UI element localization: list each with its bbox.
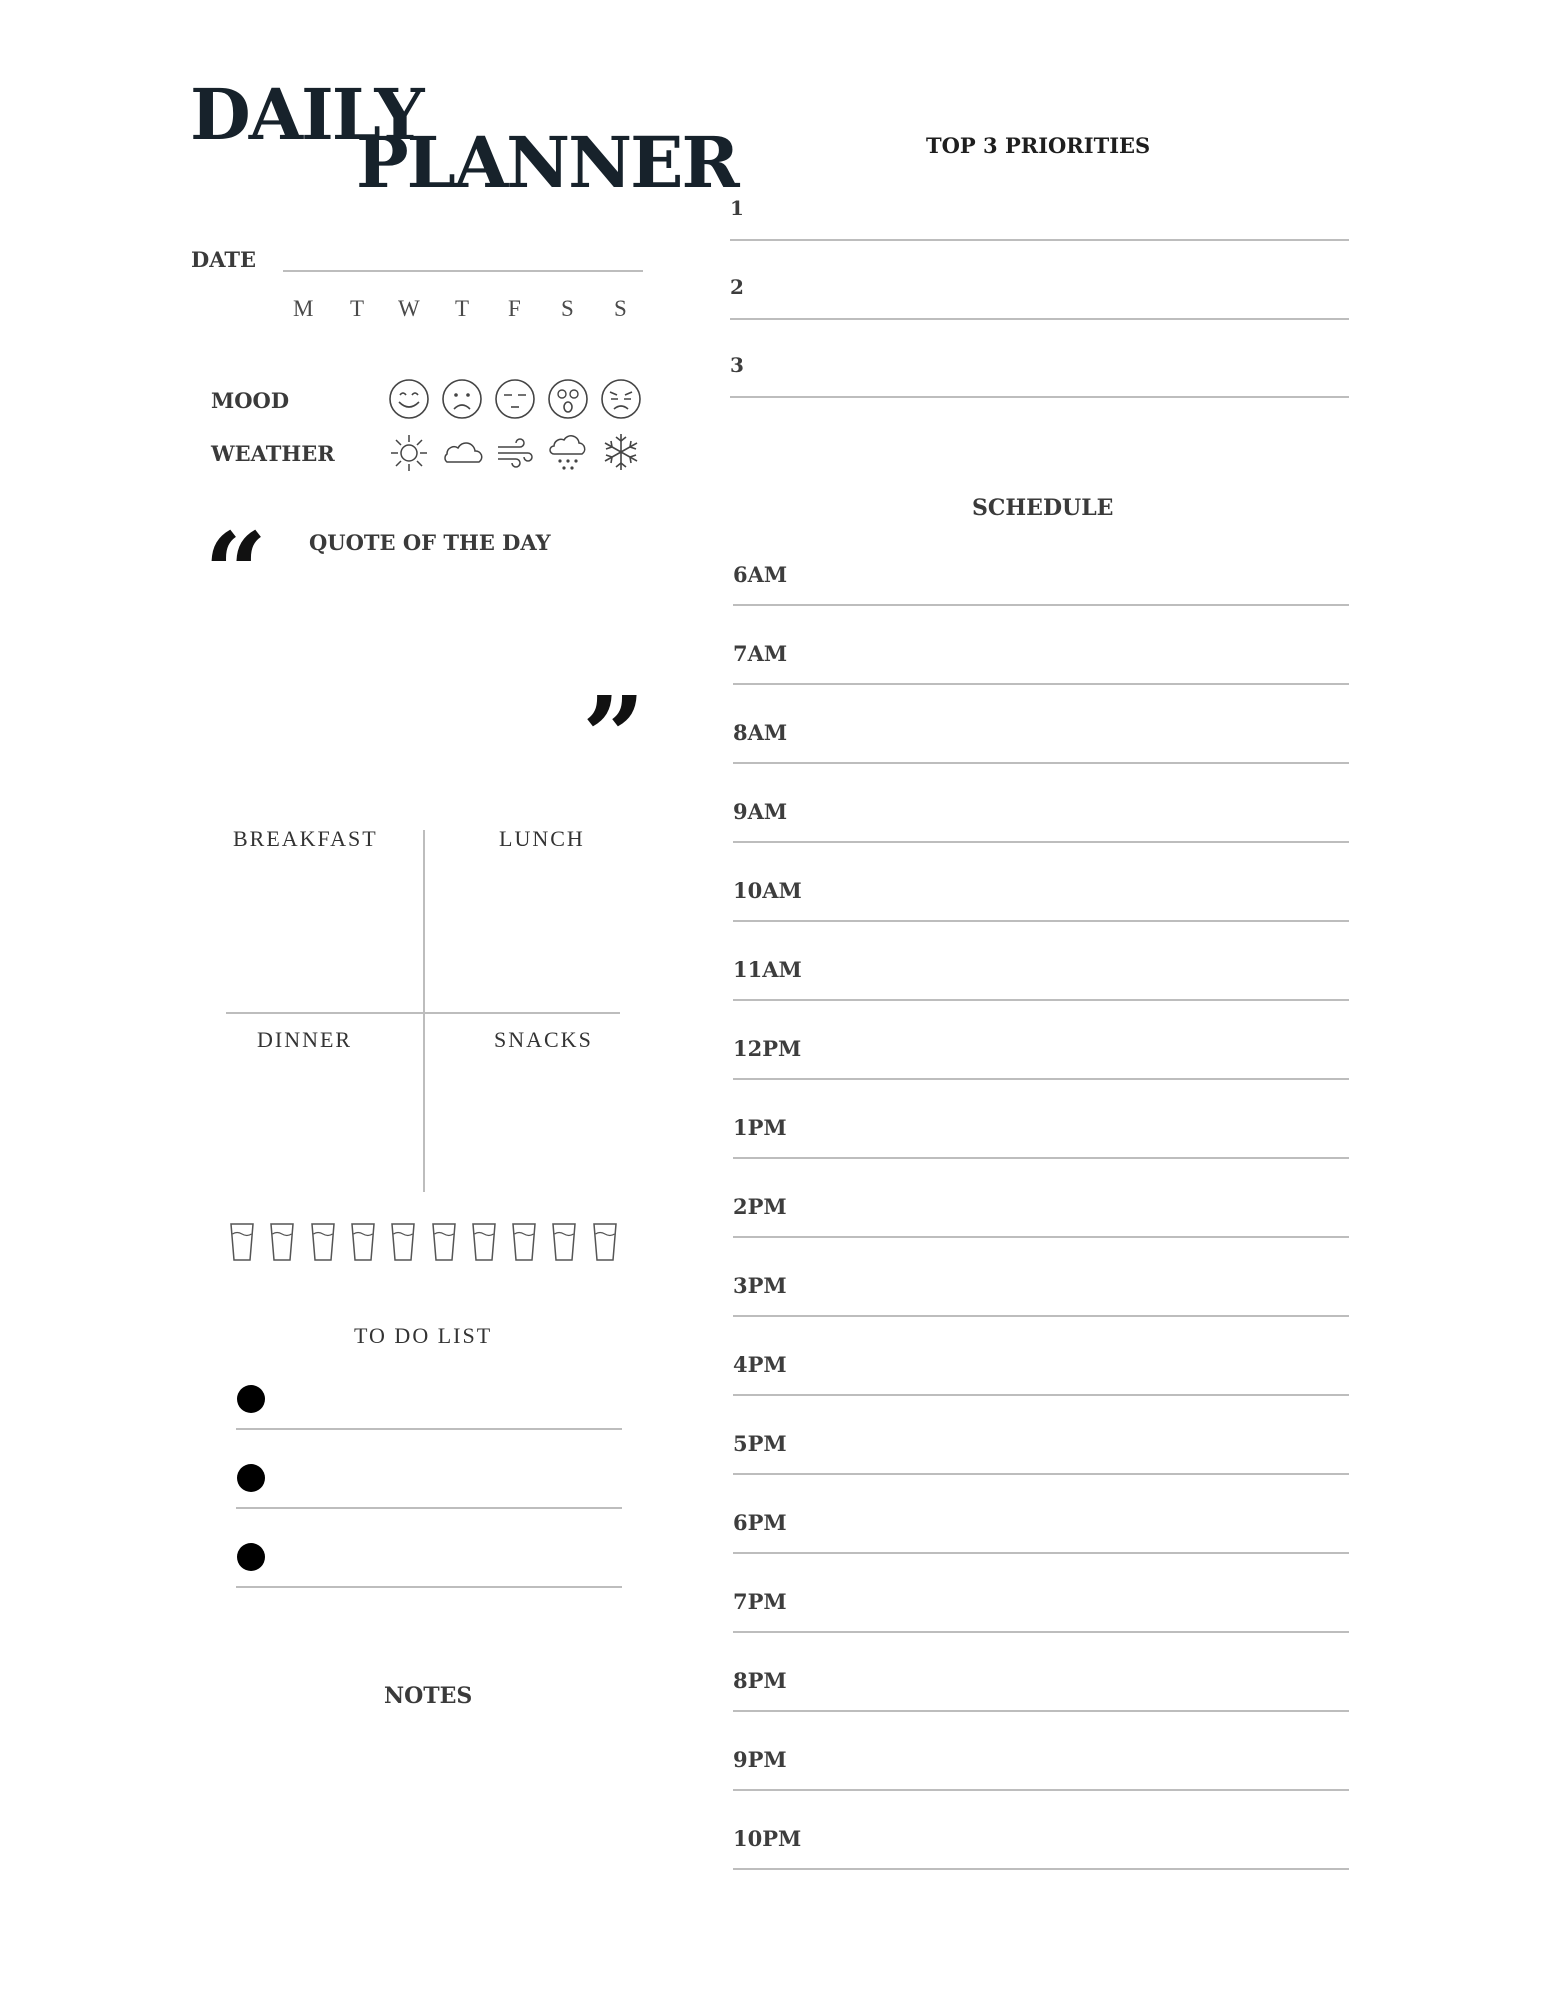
todo-bullet[interactable] — [237, 1385, 265, 1413]
schedule-line[interactable] — [733, 1394, 1349, 1396]
schedule-line[interactable] — [733, 1631, 1349, 1633]
sun-icon[interactable] — [388, 432, 430, 474]
schedule-time-label: 1PM — [733, 1115, 787, 1140]
priority-number: 1 — [730, 196, 744, 220]
weather-label: WEATHER — [211, 441, 335, 466]
cloud-icon[interactable] — [441, 432, 485, 474]
mood-label: MOOD — [211, 388, 290, 413]
schedule-time-label: 8AM — [733, 720, 788, 745]
water-glass-icon[interactable] — [511, 1222, 537, 1262]
priority-line[interactable] — [730, 396, 1349, 398]
schedule-time-label: 10AM — [733, 878, 802, 903]
water-glass-icon[interactable] — [229, 1222, 255, 1262]
water-glass-icon[interactable] — [310, 1222, 336, 1262]
water-glass-icon[interactable] — [350, 1222, 376, 1262]
todo-line[interactable] — [236, 1428, 622, 1430]
water-glass-icon[interactable] — [551, 1222, 577, 1262]
schedule-time-label: 7PM — [733, 1589, 787, 1614]
schedule-line[interactable] — [733, 762, 1349, 764]
neutral-icon[interactable] — [494, 378, 536, 420]
schedule-time-label: 6PM — [733, 1510, 787, 1535]
wind-icon[interactable] — [494, 432, 536, 474]
schedule-line[interactable] — [733, 1710, 1349, 1712]
water-glass-icon[interactable] — [592, 1222, 618, 1262]
schedule-line[interactable] — [733, 1552, 1349, 1554]
schedule-line[interactable] — [733, 1473, 1349, 1475]
schedule-time-label: 9AM — [733, 799, 788, 824]
schedule-time-label: 8PM — [733, 1668, 787, 1693]
todo-label: TO DO LIST — [354, 1323, 493, 1348]
notes-label: NOTES — [384, 1683, 473, 1709]
priorities-label: TOP 3 PRIORITIES — [926, 133, 1151, 158]
day-monday[interactable]: M — [293, 296, 314, 321]
priority-line[interactable] — [730, 239, 1349, 241]
schedule-time-label: 5PM — [733, 1431, 787, 1456]
day-friday[interactable]: F — [508, 296, 521, 321]
schedule-time-label: 6AM — [733, 562, 788, 587]
schedule-time-label: 7AM — [733, 641, 788, 666]
schedule-line[interactable] — [733, 999, 1349, 1001]
priority-line[interactable] — [730, 318, 1349, 320]
date-label: DATE — [191, 247, 256, 272]
day-saturday[interactable]: S — [561, 296, 574, 321]
day-wednesday[interactable]: W — [398, 296, 420, 321]
schedule-line[interactable] — [733, 683, 1349, 685]
day-sunday[interactable]: S — [614, 296, 627, 321]
schedule-line[interactable] — [733, 1315, 1349, 1317]
schedule-line[interactable] — [733, 1236, 1349, 1238]
meals-vertical-divider — [423, 830, 425, 1192]
angry-icon[interactable] — [600, 378, 642, 420]
priority-number: 2 — [730, 274, 744, 299]
dinner-label: DINNER — [257, 1027, 353, 1052]
water-glass-icon[interactable] — [390, 1222, 416, 1262]
close-quote-icon: ” — [582, 672, 646, 801]
schedule-time-label: 9PM — [733, 1747, 787, 1772]
schedule-time-label: 4PM — [733, 1352, 787, 1377]
schedule-line[interactable] — [733, 1157, 1349, 1159]
open-quote-icon: “ — [204, 508, 268, 637]
rain-icon[interactable] — [547, 430, 589, 474]
date-line[interactable] — [283, 270, 643, 272]
water-glass-icon[interactable] — [269, 1222, 295, 1262]
schedule-line[interactable] — [733, 604, 1349, 606]
snacks-label: SNACKS — [494, 1027, 593, 1052]
schedule-line[interactable] — [733, 841, 1349, 843]
schedule-time-label: 10PM — [733, 1826, 802, 1851]
meals-horizontal-divider — [226, 1012, 620, 1014]
title-daily: DAILY — [190, 73, 423, 156]
schedule-line[interactable] — [733, 1078, 1349, 1080]
title-planner: PLANNER — [356, 121, 738, 204]
day-thursday[interactable]: T — [455, 296, 470, 321]
priority-number: 3 — [730, 353, 744, 377]
snowflake-icon[interactable] — [600, 430, 642, 474]
todo-bullet[interactable] — [237, 1543, 265, 1571]
schedule-line[interactable] — [733, 1789, 1349, 1791]
schedule-label: SCHEDULE — [972, 495, 1114, 521]
schedule-time-label: 12PM — [733, 1036, 802, 1061]
lunch-label: LUNCH — [499, 826, 585, 851]
schedule-time-label: 11AM — [733, 957, 802, 982]
schedule-time-label: 3PM — [733, 1273, 787, 1298]
day-tuesday[interactable]: T — [350, 296, 365, 321]
schedule-line[interactable] — [733, 920, 1349, 922]
water-glass-icon[interactable] — [471, 1222, 497, 1262]
todo-line[interactable] — [236, 1507, 622, 1509]
schedule-line[interactable] — [733, 1868, 1349, 1870]
todo-bullet[interactable] — [237, 1464, 265, 1492]
surprised-icon[interactable] — [547, 378, 589, 420]
smile-icon[interactable] — [388, 378, 430, 420]
quote-label: QUOTE OF THE DAY — [309, 530, 551, 555]
sad-icon[interactable] — [441, 378, 483, 420]
schedule-time-label: 2PM — [733, 1194, 787, 1219]
breakfast-label: BREAKFAST — [233, 826, 378, 851]
water-glass-icon[interactable] — [431, 1222, 457, 1262]
todo-line[interactable] — [236, 1586, 622, 1588]
